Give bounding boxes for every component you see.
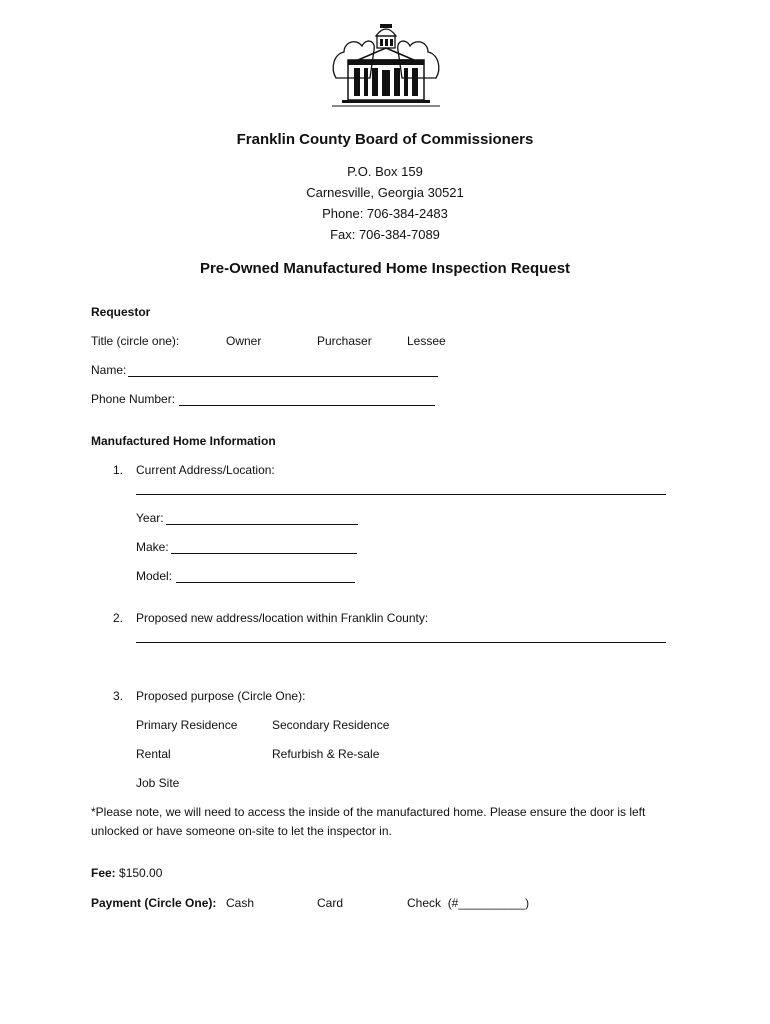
proposed-address-label: Proposed new address/location within Franklin County: — [136, 611, 429, 625]
payment-option-card[interactable]: Card — [317, 896, 344, 910]
courthouse-logo — [330, 18, 442, 110]
payment-option-check[interactable] — [407, 896, 529, 910]
purpose-option-secondary-residence[interactable]: Secondary Residence — [272, 718, 390, 732]
title-option-owner[interactable]: Owner — [226, 334, 262, 348]
payment-option-cash[interactable]: Cash — [226, 896, 255, 910]
fee-label: Fee: — [91, 866, 116, 880]
address-phone: Phone: 706-384-2483 — [322, 206, 448, 221]
title-label: Title (circle one): — [91, 334, 180, 348]
item-1-number: 1. — [113, 463, 124, 477]
purpose-option-primary-residence[interactable]: Primary Residence — [136, 718, 238, 732]
item-2-number: 2. — [113, 611, 124, 625]
name-label: Name: — [91, 363, 127, 377]
item-3-number: 3. — [113, 689, 124, 703]
address-city-state: Carnesville, Georgia 30521 — [306, 185, 464, 200]
name-field[interactable] — [128, 376, 438, 377]
fee-row — [91, 866, 162, 880]
requestor-heading: Requestor — [91, 305, 151, 319]
purpose-option-refurbish-resale[interactable]: Refurbish & Re-sale — [272, 747, 380, 761]
make-label: Make: — [136, 540, 169, 554]
proposed-purpose-label: Proposed purpose (Circle One): — [136, 689, 306, 703]
title-option-purchaser[interactable]: Purchaser — [317, 334, 372, 348]
phone-label: Phone Number: — [91, 392, 176, 406]
current-address-label: Current Address/Location: — [136, 463, 275, 477]
model-label: Model: — [136, 569, 173, 583]
address-po-box: P.O. Box 159 — [347, 164, 423, 179]
title-option-lessee[interactable]: Lessee — [407, 334, 446, 348]
model-field[interactable] — [176, 582, 355, 583]
year-label: Year: — [136, 511, 164, 525]
note-line-2: unlocked or have someone on-site to let the inspector in. — [91, 824, 392, 838]
current-address-field[interactable] — [136, 494, 666, 495]
phone-field[interactable] — [179, 405, 435, 406]
home-info-heading: Manufactured Home Information — [91, 434, 276, 448]
purpose-option-rental[interactable]: Rental — [136, 747, 171, 761]
note-line-1: *Please note, we will need to access the inside of the manufactured home. Please ensure the door is left — [91, 805, 646, 819]
check-label: Check — [407, 896, 442, 910]
address-fax: Fax: 706-384-7089 — [330, 227, 440, 242]
year-field[interactable] — [166, 524, 358, 525]
org-name: Franklin County Board of Commissioners — [236, 131, 534, 148]
fee-value: $150.00 — [119, 866, 163, 880]
make-field[interactable] — [171, 553, 357, 554]
check-number-field[interactable]: (#__________) — [447, 896, 530, 910]
purpose-option-job-site[interactable]: Job Site — [136, 776, 180, 790]
form-title: Pre-Owned Manufactured Home Inspection Request — [199, 260, 571, 277]
payment-label: Payment (Circle One): — [91, 896, 217, 910]
proposed-address-field[interactable] — [136, 642, 666, 643]
